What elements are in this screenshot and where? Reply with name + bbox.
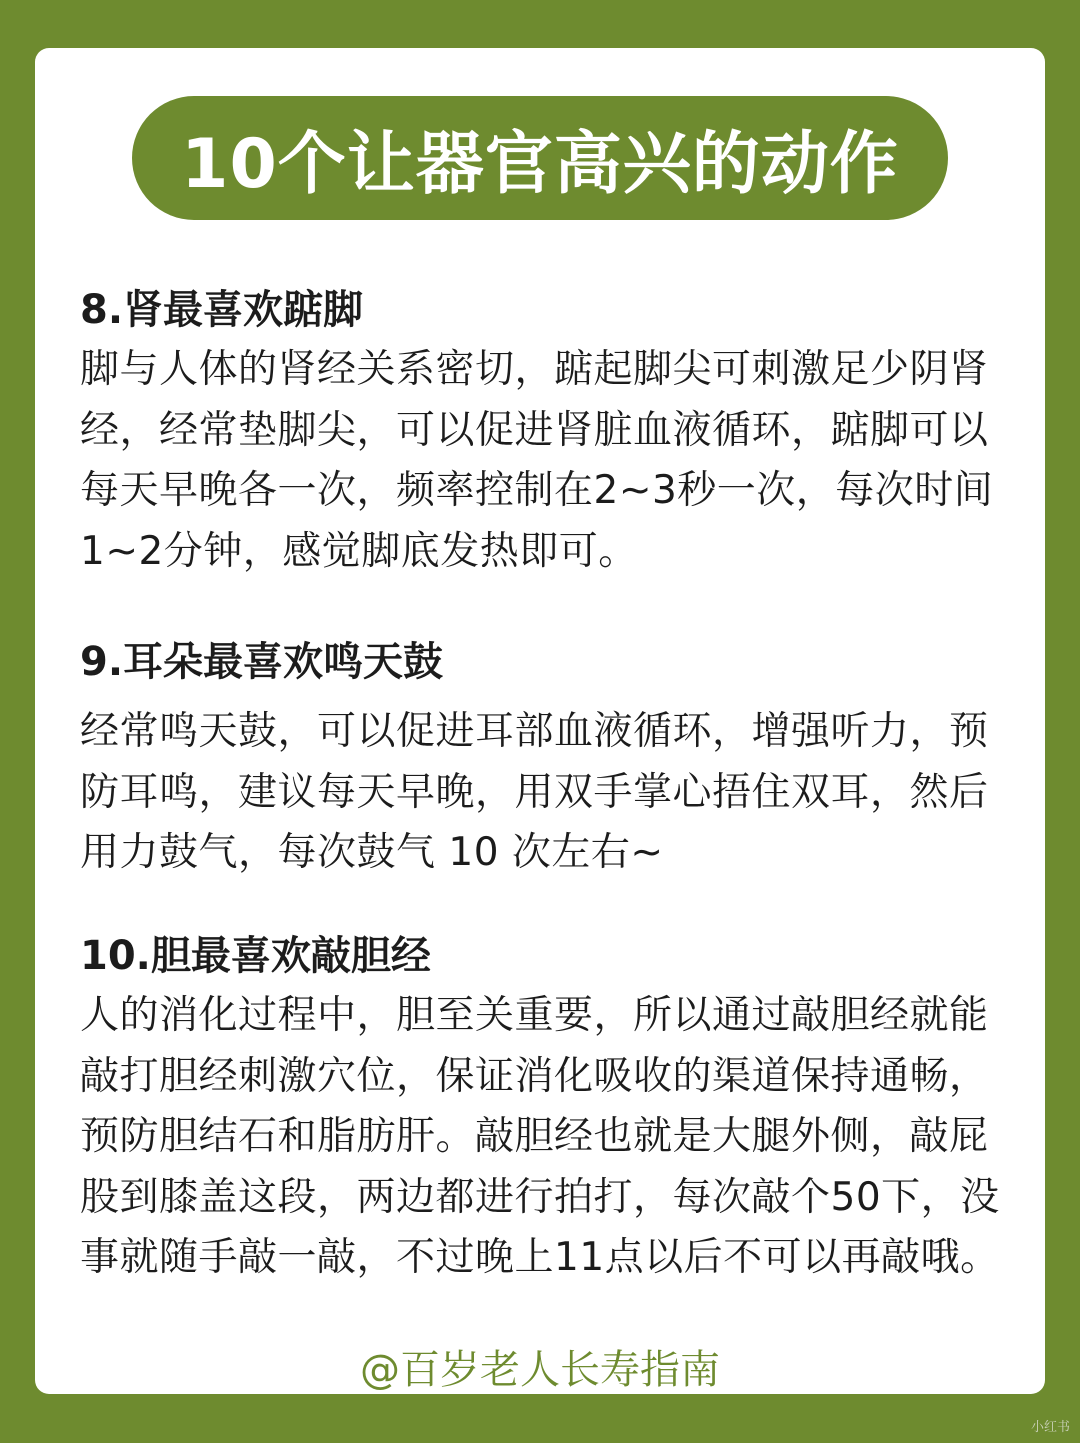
section-heading: 9.耳朵最喜欢鸣天鼓 — [80, 639, 444, 685]
section-kidney — [80, 280, 1010, 582]
section-ears — [80, 632, 1010, 884]
section-body: 人的消化过程中，胆至关重要，所以通过敲胆经就能敲打胆经刺激穴位，保证消化吸收的渠道保持通畅，预防胆结石和脂肪肝。敲胆经也就是大腿外侧，敲屁股到膝盖这段，两边都进行拍打，每次敲个50下，没事就随手敲一敲，不过晚上11点以后不可以再敲哦。 — [80, 993, 1000, 1280]
section-body: 经常鸣天鼓，可以促进耳部血液循环，增强听力，预防耳鸣，建议每天早晚，用双手掌心捂住双耳，然后用力鼓气，每次鼓气 10 次左右~ — [80, 709, 989, 875]
section-body: 脚与人体的肾经关系密切，踮起脚尖可刺激足少阴肾经，经常垫脚尖，可以促进肾脏血液循环，踮脚可以每天早晚各一次，频率控制在2~3秒一次，每次时间1~2分钟，感觉脚底发热即可。 — [80, 347, 994, 574]
section-heading: 10.胆最喜欢敲胆经 — [80, 933, 431, 979]
author-handle: @百岁老人长寿指南 — [360, 1347, 720, 1393]
page-title: 10个让器官高兴的动作 — [181, 124, 899, 204]
content-card — [35, 48, 1045, 1394]
watermark-logo: 小红书 — [1030, 1420, 1070, 1435]
title-banner — [132, 96, 948, 220]
section-gallbladder — [80, 926, 1010, 1289]
section-heading: 8.肾最喜欢踮脚 — [80, 287, 364, 333]
